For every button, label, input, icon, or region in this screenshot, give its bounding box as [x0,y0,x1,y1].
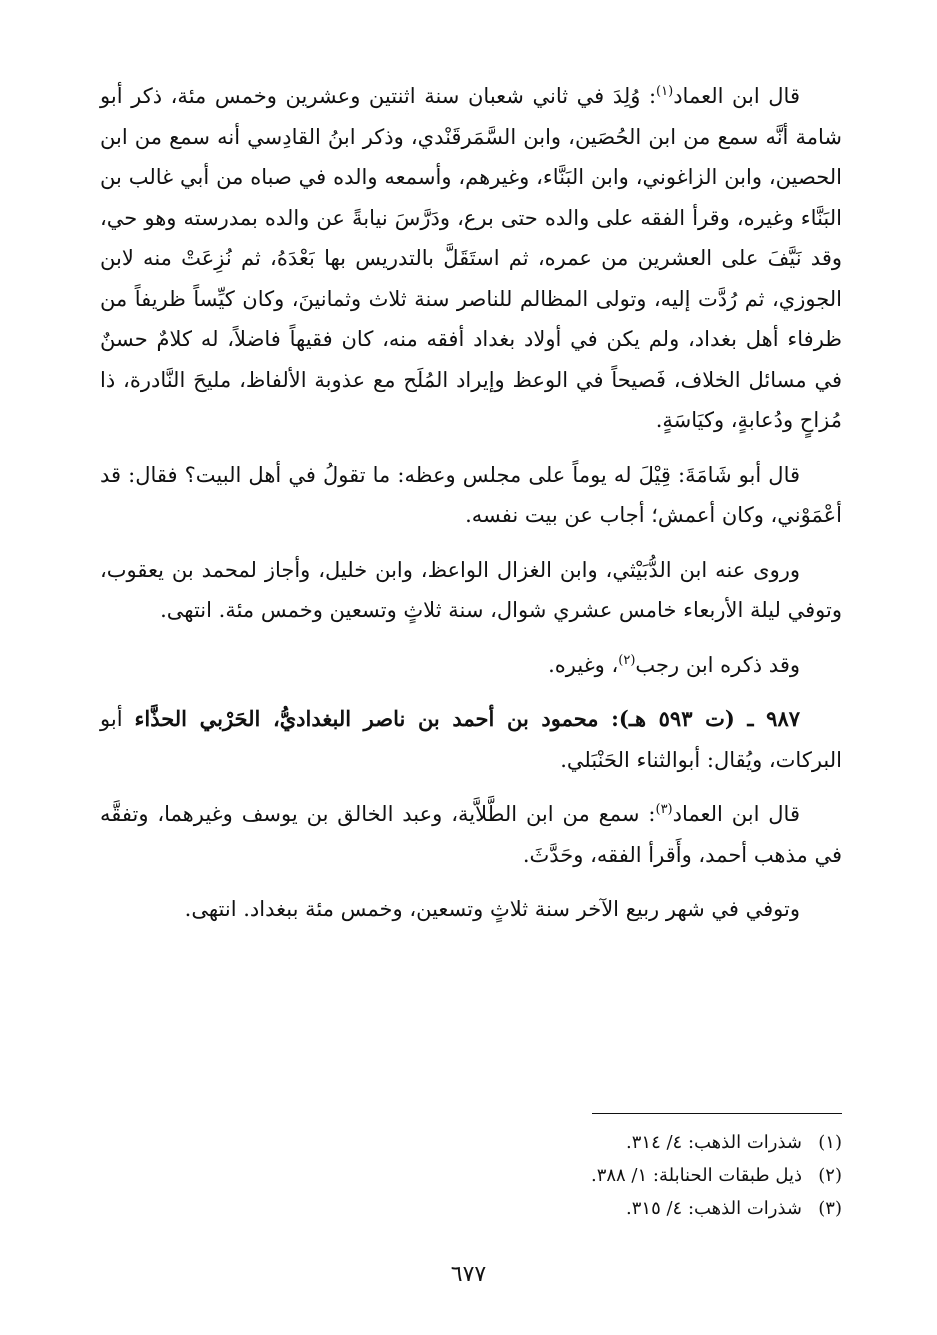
footnote-3 [342,1192,842,1225]
footnote-ref-2: (٢) [618,652,636,668]
paragraph-6 [100,794,842,875]
paragraph-3: وروى عنه ابن الدُّبَيْثي، وابن الغزال الواعظ، وابن خليل، وأجاز لمحمد بن يعقوب، وتوفي ليلة الأربعاء خامس عشري شوال، سنة ثلاثٍ وتسعين وخمس مئة. انتهى. [100,557,842,622]
footnotes [342,1126,842,1225]
paragraph-6-end: : سمع من ابن الطَّلاَّية، وعبد الخالق بن يوسف وغيرهما، وتفقَّه في مذهب أحمد، وأَقرأ الفقه، وحَدَّثَ. [100,802,842,867]
footnote-number: (٣) [818,1198,842,1219]
footnote-2 [342,1159,842,1192]
paragraph-2: قال أبو شَامَةَ: قِيْلَ له يوماً على مجلس وعظه: ما تقولُ في أهل البيت؟ فقال: قد أعْمَوْني، وكان أعمش؛ أجاب عن بيت نفسه. [100,462,842,527]
footnote-divider [592,1113,842,1114]
main-text [100,76,842,944]
entry-heading-987 [100,699,842,780]
footnote-ref-3: (٣) [655,802,673,817]
paragraph-4 [100,645,842,686]
footnote-1 [342,1126,842,1159]
footnote-text: ذيل طبقات الحنابلة: ١/ ٣٨٨. [590,1165,802,1186]
paragraph-6-start: قال ابن العماد [672,802,800,826]
paragraph-1-start: قال ابن العماد [673,84,800,108]
paragraph-1-rest: : وُلِدَ في ثاني شعبان سنة اثنتين وعشرين وخمس مئة، ذكر أبو شامة أنَّه سمع من ابن الحُصَين، وابن السَّمَرقَنْدي، وذكر ابنُ القادِسي أنه سمع من ابن الحصين، وابن الزاغوني، وابن البَنَّاء، وغيرهم، وأسمعه والده في صباه من أبي غالب بن البَنَّاء وغيره، وقرأ الفقه على والده حتى برع، ودَرَّسَ نيابةً عن والده بمدرسته وهو حي، وقد نَيَّفَ على العشرين من عمره، ثم استَقَلَّ بالتدريس بها بَعْدَهُ، ثم نُزِعَتْ منه لابن الجوزي، ثم رُدَّت إليه، وتولى المظالم للناصر سنة ثلاث وثمانينَ، وكان كيِّساً ظريفاً من ظرفاء أهل بغداد، ولم يكن في أولاد بغداد أفقه منه، كان فقيهاً فاضلاً، له كلامٌ حسنٌ في مسائل الخلاف، فَصيحاً في الوعظ وإيراد المُلَح مع عذوبة الألفاظ، مليحَ النَّادرة، ذا مُزاحٍ ودُعابةٍ، وكيَاسَةٍ. [100,84,842,432]
paragraph-4-start: وقد ذكره ابن رجب [635,652,800,677]
footnote-number: (٢) [818,1165,842,1186]
footnote-ref-1: (١) [656,84,674,99]
footnote-text: شذرات الذهب: ٤/ ٣١٥. [626,1198,802,1219]
paragraph-7: وتوفي في شهر ربيع الآخر سنة ثلاثٍ وتسعين، وخمس مئة ببغداد. انتهى. [184,897,800,921]
paragraph-1 [100,76,842,441]
footnote-number: (١) [818,1132,842,1153]
entry-title-rest: أبو البركات، ويُقال: أبوالثناء الحَنْبَلي. [100,707,842,772]
footnote-text: شذرات الذهب: ٤/ ٣١٤. [626,1132,802,1153]
page-number: ٦٧٧ [450,1262,487,1287]
entry-title: ٩٨٧ ـ (ت ٥٩٣ هـ): محمود بن أحمد بن ناصر البغداديُّ، الحَرْبي الحذَّاء [134,706,801,731]
paragraph-4-end: ، وغيره. [548,652,619,677]
